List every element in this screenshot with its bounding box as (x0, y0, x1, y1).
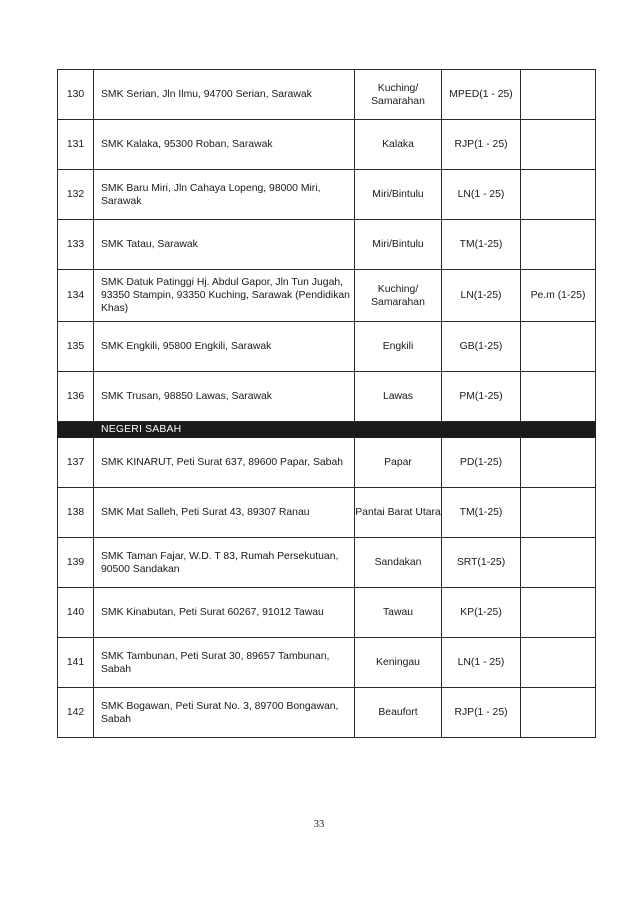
row-number-cell: 142 (58, 688, 94, 738)
table-row (58, 70, 596, 120)
code-cell: RJP(1 - 25) (442, 120, 521, 170)
row-number-cell: 131 (58, 120, 94, 170)
row-number-cell: 134 (58, 270, 94, 322)
section-header-group (58, 422, 596, 438)
code-cell: LN(1 - 25) (442, 638, 521, 688)
district-cell: Sandakan (355, 538, 442, 588)
note-cell (521, 372, 596, 422)
table-row (58, 688, 596, 738)
school-name-cell: SMK Tambunan, Peti Surat 30, 89657 Tambunan, Sabah (94, 638, 355, 688)
table-row (58, 438, 596, 488)
school-name-cell: SMK Kalaka, 95300 Roban, Sarawak (94, 120, 355, 170)
code-cell: TM(1-25) (442, 220, 521, 270)
code-cell: LN(1-25) (442, 270, 521, 322)
district-cell: Papar (355, 438, 442, 488)
section-no-cell (58, 422, 94, 438)
school-name-cell: SMK Taman Fajar, W.D. T 83, Rumah Persekutuan, 90500 Sandakan (94, 538, 355, 588)
code-cell: PD(1-25) (442, 438, 521, 488)
code-cell: LN(1 - 25) (442, 170, 521, 220)
note-cell (521, 438, 596, 488)
district-cell: Kalaka (355, 120, 442, 170)
table-row (58, 120, 596, 170)
sabah-rows (58, 438, 596, 738)
section-note-cell (521, 422, 596, 438)
row-number-cell: 133 (58, 220, 94, 270)
table-row (58, 270, 596, 322)
school-table (57, 69, 596, 738)
note-cell (521, 638, 596, 688)
note-cell (521, 70, 596, 120)
row-number-cell: 138 (58, 488, 94, 538)
sarawak-rows (58, 70, 596, 422)
note-cell: Pe.m (1-25) (521, 270, 596, 322)
school-name-cell: SMK Mat Salleh, Peti Surat 43, 89307 Ranau (94, 488, 355, 538)
row-number-cell: 140 (58, 588, 94, 638)
row-number-cell: 141 (58, 638, 94, 688)
row-number-cell: 139 (58, 538, 94, 588)
section-header-row (58, 422, 596, 438)
school-name-cell: SMK Datuk Patinggi Hj. Abdul Gapor, Jln Tun Jugah, 93350 Stampin, 93350 Kuching, Sarawak (Pendidikan Khas) (94, 270, 355, 322)
school-name-cell: SMK Tatau, Sarawak (94, 220, 355, 270)
row-number-cell: 135 (58, 322, 94, 372)
row-number-cell: 132 (58, 170, 94, 220)
table-row (58, 322, 596, 372)
district-cell: Tawau (355, 588, 442, 638)
district-cell: Engkili (355, 322, 442, 372)
code-cell: GB(1-25) (442, 322, 521, 372)
note-cell (521, 170, 596, 220)
table-row (58, 170, 596, 220)
district-cell: Kuching/ Samarahan (355, 270, 442, 322)
table-row (58, 220, 596, 270)
district-cell: Pantai Barat Utara (355, 488, 442, 538)
school-name-cell: SMK Baru Miri, Jln Cahaya Lopeng, 98000 Miri, Sarawak (94, 170, 355, 220)
district-cell: Beaufort (355, 688, 442, 738)
school-name-cell: SMK KINARUT, Peti Surat 637, 89600 Papar, Sabah (94, 438, 355, 488)
school-name-cell: SMK Kinabutan, Peti Surat 60267, 91012 Tawau (94, 588, 355, 638)
section-code-cell (442, 422, 521, 438)
note-cell (521, 322, 596, 372)
row-number-cell: 136 (58, 372, 94, 422)
code-cell: PM(1-25) (442, 372, 521, 422)
code-cell: KP(1-25) (442, 588, 521, 638)
code-cell: MPED(1 - 25) (442, 70, 521, 120)
section-location-cell (355, 422, 442, 438)
note-cell (521, 220, 596, 270)
code-cell: TM(1-25) (442, 488, 521, 538)
note-cell (521, 688, 596, 738)
code-cell: SRT(1-25) (442, 538, 521, 588)
table-row (58, 538, 596, 588)
row-number-cell: 130 (58, 70, 94, 120)
district-cell: Keningau (355, 638, 442, 688)
district-cell: Miri/Bintulu (355, 170, 442, 220)
row-number-cell: 137 (58, 438, 94, 488)
school-name-cell: SMK Bogawan, Peti Surat No. 3, 89700 Bongawan, Sabah (94, 688, 355, 738)
school-name-cell: SMK Serian, Jln Ilmu, 94700 Serian, Sarawak (94, 70, 355, 120)
note-cell (521, 488, 596, 538)
code-cell: RJP(1 - 25) (442, 688, 521, 738)
table-row (58, 588, 596, 638)
note-cell (521, 538, 596, 588)
note-cell (521, 588, 596, 638)
district-cell: Miri/Bintulu (355, 220, 442, 270)
school-name-cell: SMK Engkili, 95800 Engkili, Sarawak (94, 322, 355, 372)
district-cell: Kuching/ Samarahan (355, 70, 442, 120)
page-number: 33 (313, 819, 325, 830)
district-cell: Lawas (355, 372, 442, 422)
table-row (58, 638, 596, 688)
table-row (58, 488, 596, 538)
table-row (58, 372, 596, 422)
school-name-cell: SMK Trusan, 98850 Lawas, Sarawak (94, 372, 355, 422)
note-cell (521, 120, 596, 170)
section-label: NEGERI SABAH (94, 422, 355, 438)
